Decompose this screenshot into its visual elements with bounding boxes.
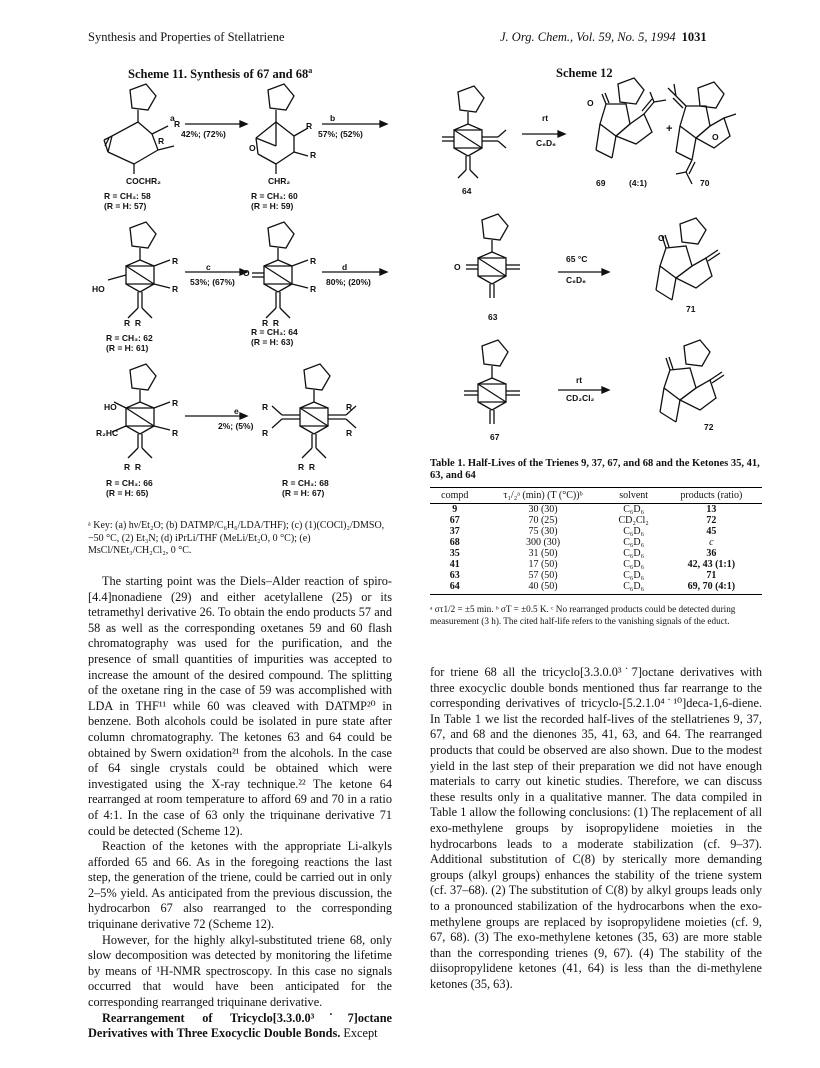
r-label: R	[262, 428, 269, 438]
plus-sign: +	[666, 123, 673, 135]
compound-59-label: (R = H: 59)	[251, 201, 294, 211]
compound-64-label: R = CH₃: 64	[251, 327, 298, 337]
table-cell: C₆D₆	[607, 581, 661, 595]
compound-70-label: 70	[700, 178, 710, 188]
compound-71-label: 71	[686, 304, 696, 314]
table-cell: C₆D₆	[623, 526, 645, 537]
rt-condition: rt	[542, 113, 549, 123]
table-cell: 17 (50)	[528, 559, 558, 570]
table-header-row	[430, 488, 762, 504]
arrow-d	[322, 269, 387, 275]
table-cell: C₆D₆	[623, 559, 645, 570]
structure-62	[108, 222, 170, 318]
body-text-left	[88, 574, 392, 1042]
r-label: R	[172, 428, 179, 438]
scheme-12-title: Scheme 12	[556, 66, 613, 80]
table-cell: 63	[449, 570, 460, 581]
table-row	[430, 559, 762, 570]
r-label: R	[346, 402, 353, 412]
r-label: R	[174, 119, 181, 129]
table-cell: 45	[706, 526, 717, 537]
section-lead: Except	[343, 1026, 378, 1041]
compound-63-label: 63	[488, 312, 498, 322]
table-cell: 13	[706, 504, 717, 515]
substituent-chr2: CHR₂	[268, 176, 291, 186]
hydroxyl-label: HO	[104, 402, 117, 412]
solvent-label: CD₂Cl₂	[566, 393, 595, 403]
table-cell: 57 (50)	[528, 570, 558, 581]
paragraph: Reaction of the ketones with the appropriate Li-alkyls afforded 65 and 66. As in the foregoing reactions the last step, the generation of the triene, could be carried out in only 2–5% yield. As anticipated from the previous discussion, the hydrocarbon 67 also rearranged to the corresponding triquinane derivative 72 (Scheme 12).	[88, 839, 392, 932]
r-label: R	[262, 402, 269, 412]
table-cell: 69, 70 (4:1)	[661, 581, 762, 595]
r-label: R R	[262, 318, 279, 328]
ketone-oxygen: O	[454, 262, 461, 272]
arrow-b-reagent: b	[330, 113, 336, 123]
reaction-arrow	[522, 131, 565, 137]
r-label: R	[310, 284, 317, 294]
table-cell: c	[709, 537, 714, 548]
scheme-11-title: Scheme 11. Synthesis of 67 and 68$^a$	[128, 66, 313, 82]
table-cell: 30 (30)	[528, 504, 558, 515]
journal-citation: J. Org. Chem., Vol. 59, No. 5, 1994 1031	[500, 30, 707, 44]
structure-67	[464, 340, 520, 424]
table-cell: 37	[449, 526, 460, 537]
table-cell: CD₂Cl₂	[618, 515, 649, 526]
structure-71	[656, 218, 720, 300]
table-1-title: Table 1. Half-Lives of the Trienes 9, 37, 67, and 68 and the Ketones 35, 41, 63, and 64	[430, 458, 760, 481]
table-1	[430, 487, 762, 595]
table-cell: 31 (50)	[528, 548, 558, 559]
r-label: R	[158, 136, 165, 146]
r-label: R	[172, 398, 179, 408]
table-row	[430, 504, 762, 516]
compound-67-label: (R = H: 67)	[282, 488, 325, 498]
arrow-d-reagent: d	[342, 262, 348, 272]
column-header: τ₁/₂ᵃ (min) (T (°C))ᵇ	[480, 488, 607, 504]
table-cell: 64	[430, 581, 480, 595]
arrow-c-reagent: c	[206, 262, 211, 272]
compound-65-label: (R = H: 65)	[106, 488, 149, 498]
structure-63	[466, 214, 520, 298]
table-1-footnote: ᵃ στ1/2 = ±5 min. ᵇ σT = ±0.5 K. ᶜ No rearranged products could be detected during measurement (3 h). The cited half-life refers to the vanishing signals of the educt.	[430, 604, 736, 626]
arrow-c	[185, 269, 247, 275]
column-header: products (ratio)	[661, 488, 762, 504]
table-cell: 71	[706, 570, 717, 581]
table-row	[430, 581, 762, 595]
table-cell: 35	[449, 548, 460, 559]
substituent-cochr2: COCHR₂	[126, 176, 161, 186]
rt-condition: rt	[576, 375, 583, 385]
arrow-a-reagent: a	[170, 113, 175, 123]
ketone-oxygen: O	[658, 233, 665, 243]
ketone-oxygen: O	[712, 132, 719, 142]
structure-60	[256, 84, 308, 174]
arrow-b-yield: 57%; (52%)	[318, 129, 363, 139]
compound-68-label: R = CH₃: 68	[282, 478, 329, 488]
structure-72	[660, 340, 724, 422]
running-title: Synthesis and Properties of Stellatriene	[88, 30, 285, 44]
structure-70	[668, 82, 736, 184]
paragraph: The starting point was the Diels–Alder reaction of spiro-[4.4]nonadiene (29) and either acetylallene (25) or its tetramethyl derivative 26. To obtain the endo products 57 and 58 as well as the corresponding oxetanes 59 and 60 flash chromatography was used for the purification, and the presence of small quantities of impurities was accepted to increase the amount of the desired compound. The splitting of the oxetane ring in the case of 59 was accomplished with LDA in THF¹¹ while 60 was cleaved with DATMP²⁰ in benzene. Both alcohols could be isolated in pure state after column chromatography. The ketones 63 and 64 could be obtained by Swern oxidation²¹ from the alcohols. In the case of 64 single crystals could be obtained which were investigated using the X-ray technique.²² The ketone 64 rearranged at room temperature to afford 69 and 70 in a ratio of 4:1. In the case of 63 only the triquinane derivative 71 could be detected (Scheme 12).	[88, 574, 392, 838]
scheme-11-structures	[90, 80, 420, 460]
table-cell: 42, 43 (1:1)	[687, 559, 736, 570]
compound-57-label: (R = H: 57)	[104, 201, 147, 211]
table-cell: C₆D₆	[623, 570, 645, 581]
body-text-right	[430, 665, 762, 992]
table-row	[430, 570, 762, 581]
ratio-label: (4:1)	[629, 178, 647, 188]
section-heading: Rearrangement of Tricyclo[3.3.0.0³˙7]octane Derivatives with Three Exocyclic Double Bonds.	[88, 1010, 392, 1041]
column-header: solvent	[607, 488, 661, 504]
structure-66	[112, 364, 170, 458]
table-cell: 9	[452, 504, 458, 515]
arrow-a-yield: 42%; (72%)	[181, 129, 226, 139]
table-cell: 72	[706, 515, 717, 526]
arrow-e-reagent: e	[234, 406, 239, 416]
r-label: R	[346, 428, 353, 438]
structure-69	[596, 78, 666, 158]
structure-64	[442, 86, 506, 178]
paragraph	[88, 1011, 392, 1042]
compound-61-label: (R = H: 61)	[106, 343, 149, 353]
table-cell: 300 (30)	[525, 537, 561, 548]
compound-60-label: R = CH₃: 60	[251, 191, 298, 201]
column-header: compd	[430, 488, 480, 504]
ketone-oxygen: O	[587, 98, 594, 108]
scheme-11-footnote: ᵃ Key: (a) hν/Et₂O; (b) DATMP/C₆H₆/LDA/THF); (c) (1)(COCl)₂/DMSO, −50 °C, (2) Et₃N; (d) iPrLi/THF (MeLi/Et₂O, 0 °C); (e) MsCl/NEt₃/CH₂Cl₂, 0 °C.	[88, 520, 385, 556]
paragraph: However, for the highly alkyl-substituted triene 68, only slow decomposition was detected by monitoring the lifetime by means of ¹H-NMR spectroscopy. In this case no signals occurred that would have been anticipated for the corresponding rearranged triquinane derivative.	[88, 932, 392, 1010]
compound-64-label: 64	[462, 186, 472, 196]
table-cell: 41	[449, 559, 460, 570]
r-label: R R	[124, 318, 141, 328]
structure-58	[104, 84, 174, 174]
table-cell: 68	[449, 537, 460, 548]
r-label: R R	[298, 462, 315, 472]
table-cell: 75 (30)	[528, 526, 558, 537]
table-cell: 70 (25)	[528, 515, 558, 526]
compound-66-label: R = CH₃: 66	[106, 478, 153, 488]
hydroxyl-label: HO	[92, 284, 105, 294]
table-row	[430, 526, 762, 537]
compound-58-label: R = CH₃: 58	[104, 191, 151, 201]
table-row	[430, 548, 762, 559]
compound-62-label: R = CH₃: 62	[106, 333, 153, 343]
compound-72-label: 72	[704, 422, 714, 432]
table-row	[430, 515, 762, 526]
r-label: R	[306, 121, 313, 131]
r-label: R	[172, 256, 179, 266]
table-row	[430, 537, 762, 548]
ketone-oxygen: O	[243, 268, 250, 278]
compound-69-label: 69	[596, 178, 606, 188]
arrow-e-yield: 2%; (5%)	[218, 421, 254, 431]
solvent-label: C₆D₆	[566, 275, 586, 285]
dialkylmethyl-label: R₂HC	[96, 428, 119, 438]
paragraph: for triene 68 all the tricyclo[3.3.0.0³˙7]octane derivatives with three exocyclic double bonds mentioned thus far rearrange to the corresponding derivatives of tricyclo-[5.2.1.0⁴˙¹⁰]deca-1,6-diene. In Table 1 we list the recorded half-lives of the stellatrienes 9, 37, 67, and 68 and the dienones 35, 41, 63, and 64. The rearranged products that could be observed are also shown. Due to the modest yield in the last step of their preparation we did not have enough materials to carry out kinetic studies. Therefore, we can discuss these results only in a qualitative manner. The data compiled in Table 1 allow the following conclusions: (1) The replacement of all exo-methylene groups by isopropylidene moieties in the hydrocarbons leads to a moderate stabilization (cf. 9–37). Additional substitution of C(8) by sterically more demanding groups (alkyl groups) enhances the stability of the triene system (cf. 37–68). (2) The substitution of C(8) by alkyl groups leads only to a pronounced stabilization of the hydrocarbons when the exo-methylene groups are replaced by isopropylidene moieties (cf. 9, 67, 68). (3) The exo-methylene ketones (35, 63) are more stable than the corresponding trienes (9, 67). (4) The stability of the diisopropylidene ketones (41, 64) is less than the di-methylene ketones (35, 63).	[430, 665, 762, 991]
table-cell: 67	[449, 515, 460, 526]
table-cell: 40 (50)	[480, 581, 607, 595]
r-label: R	[172, 284, 179, 294]
solvent-label: C₆D₆	[536, 138, 556, 148]
r-label: R R	[124, 462, 141, 472]
compound-67-label: 67	[490, 432, 500, 442]
temperature-condition: 65 °C	[566, 254, 588, 264]
structure-68	[272, 364, 356, 458]
r-label: R	[310, 256, 317, 266]
table-cell: C₆D₆	[623, 504, 645, 515]
arrow-c-yield: 53%; (67%)	[190, 277, 235, 287]
compound-63-label: (R = H: 63)	[251, 337, 294, 347]
arrow-d-yield: 80%; (20%)	[326, 277, 371, 287]
r-label: R	[310, 150, 317, 160]
arrow-a	[185, 121, 247, 127]
oxetane-oxygen: O	[249, 143, 256, 153]
table-cell: C₆D₆	[623, 548, 645, 559]
table-cell: 36	[706, 548, 717, 559]
structure-64	[252, 222, 308, 318]
table-cell: C₆D₆	[623, 537, 645, 548]
scheme-12-structures	[430, 74, 770, 444]
page-number: 1031	[681, 30, 707, 44]
